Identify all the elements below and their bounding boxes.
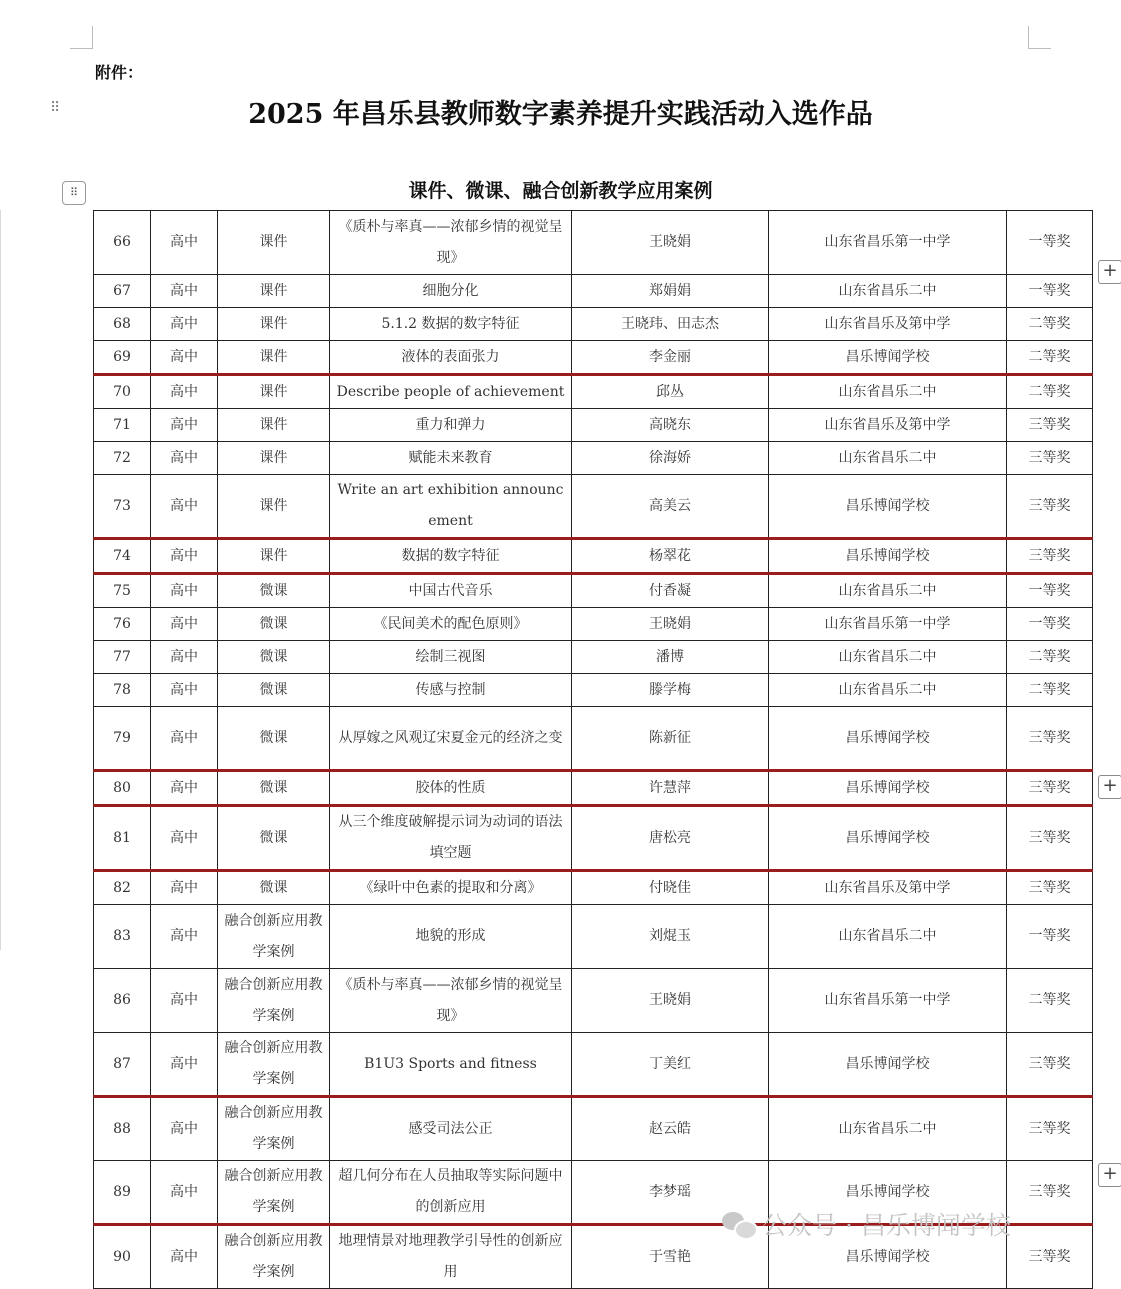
cell-award: 一等奖 <box>1007 608 1093 641</box>
cell-author: 高晓东 <box>572 409 769 442</box>
cell-work-title: 《质朴与率真——浓郁乡情的视觉呈现》 <box>330 969 572 1033</box>
table-row <box>94 409 1093 442</box>
cell-level: 高中 <box>151 1033 218 1097</box>
table-subtitle: 课件、微课、融合创新教学应用案例 <box>408 180 713 202</box>
table-move-icon[interactable]: ⠿ <box>62 181 86 205</box>
cell-author: 唐松亮 <box>572 806 769 871</box>
cell-level: 高中 <box>151 308 218 341</box>
cell-category: 课件 <box>218 275 330 308</box>
cell-work-title: 传感与控制 <box>330 674 572 707</box>
cell-work-title: 液体的表面张力 <box>330 341 572 375</box>
cell-author: 丁美红 <box>572 1033 769 1097</box>
cell-school: 山东省昌乐二中 <box>769 442 1007 475</box>
cell-award: 三等奖 <box>1007 442 1093 475</box>
cell-award: 二等奖 <box>1007 308 1093 341</box>
add-row-icon[interactable]: + <box>1098 1163 1121 1187</box>
cell-category: 课件 <box>218 341 330 375</box>
cell-school: 昌乐博闻学校 <box>769 539 1007 574</box>
cell-number: 79 <box>94 707 151 771</box>
cell-level: 高中 <box>151 641 218 674</box>
cell-level: 高中 <box>151 475 218 539</box>
document-title: 2025 年昌乐县教师数字素养提升实践活动入选作品 <box>248 99 873 130</box>
cell-award: 三等奖 <box>1007 806 1093 871</box>
cell-category: 课件 <box>218 308 330 341</box>
cell-work-title: Write an art exhibition announcement <box>330 475 572 539</box>
table-row <box>94 475 1093 539</box>
cell-award: 三等奖 <box>1007 1225 1093 1289</box>
cell-author: 李金丽 <box>572 341 769 375</box>
cell-level: 高中 <box>151 574 218 608</box>
cell-author: 王晓娟 <box>572 969 769 1033</box>
table-row <box>94 442 1093 475</box>
cell-level: 高中 <box>151 806 218 871</box>
cell-number: 78 <box>94 674 151 707</box>
cell-number: 76 <box>94 608 151 641</box>
cell-category: 融合创新应用教学案例 <box>218 1097 330 1161</box>
cell-school: 昌乐博闻学校 <box>769 707 1007 771</box>
cell-work-title: B1U3 Sports and fitness <box>330 1033 572 1097</box>
cell-work-title: 《质朴与率真——浓郁乡情的视觉呈现》 <box>330 211 572 275</box>
cell-school: 山东省昌乐二中 <box>769 574 1007 608</box>
awards-table <box>93 210 1093 1289</box>
cell-school: 山东省昌乐及第中学 <box>769 409 1007 442</box>
cell-work-title: 感受司法公正 <box>330 1097 572 1161</box>
cell-work-title: 中国古代音乐 <box>330 574 572 608</box>
cell-category: 融合创新应用教学案例 <box>218 1033 330 1097</box>
cell-level: 高中 <box>151 608 218 641</box>
cell-author: 付香凝 <box>572 574 769 608</box>
attachment-label: 附件： <box>95 63 144 82</box>
cell-school: 山东省昌乐第一中学 <box>769 608 1007 641</box>
wechat-icon <box>722 1210 756 1238</box>
table-row <box>94 905 1093 969</box>
cell-award: 三等奖 <box>1007 1161 1093 1225</box>
cell-author: 许慧萍 <box>572 771 769 806</box>
cell-author: 李梦瑶 <box>572 1161 769 1225</box>
cell-award: 三等奖 <box>1007 475 1093 539</box>
cell-award: 三等奖 <box>1007 707 1093 771</box>
cell-category: 课件 <box>218 475 330 539</box>
cell-author: 王晓娟 <box>572 608 769 641</box>
cell-number: 80 <box>94 771 151 806</box>
cell-number: 67 <box>94 275 151 308</box>
table-row <box>94 275 1093 308</box>
cell-level: 高中 <box>151 1097 218 1161</box>
cell-school: 昌乐博闻学校 <box>769 475 1007 539</box>
drag-handle-icon[interactable]: ⠿ <box>50 100 59 116</box>
table-row <box>94 969 1093 1033</box>
cell-category: 课件 <box>218 211 330 275</box>
cell-level: 高中 <box>151 905 218 969</box>
cell-number: 88 <box>94 1097 151 1161</box>
cell-school: 山东省昌乐第一中学 <box>769 211 1007 275</box>
cell-level: 高中 <box>151 211 218 275</box>
cell-award: 二等奖 <box>1007 674 1093 707</box>
cell-number: 86 <box>94 969 151 1033</box>
cell-level: 高中 <box>151 341 218 375</box>
cell-school: 昌乐博闻学校 <box>769 1033 1007 1097</box>
cell-school: 山东省昌乐二中 <box>769 674 1007 707</box>
cell-category: 微课 <box>218 707 330 771</box>
cell-award: 三等奖 <box>1007 539 1093 574</box>
cell-school: 昌乐博闻学校 <box>769 1161 1007 1225</box>
cell-author: 王晓娟 <box>572 211 769 275</box>
cell-level: 高中 <box>151 771 218 806</box>
cell-award: 一等奖 <box>1007 211 1093 275</box>
cell-category: 融合创新应用教学案例 <box>218 1161 330 1225</box>
cell-number: 90 <box>94 1225 151 1289</box>
cell-school: 昌乐博闻学校 <box>769 771 1007 806</box>
cell-level: 高中 <box>151 539 218 574</box>
page-edge <box>0 210 1 950</box>
cell-number: 71 <box>94 409 151 442</box>
table-row <box>94 608 1093 641</box>
table-row <box>94 641 1093 674</box>
cell-category: 融合创新应用教学案例 <box>218 1225 330 1289</box>
table-row <box>94 771 1093 806</box>
cell-level: 高中 <box>151 707 218 771</box>
cell-category: 微课 <box>218 806 330 871</box>
cell-work-title: 赋能未来教育 <box>330 442 572 475</box>
table-row <box>94 1033 1093 1097</box>
page-corner-mark <box>1028 26 1051 49</box>
cell-work-title: 数据的数字特征 <box>330 539 572 574</box>
cell-work-title: 《绿叶中色素的提取和分离》 <box>330 871 572 905</box>
cell-category: 微课 <box>218 574 330 608</box>
cell-work-title: 胶体的性质 <box>330 771 572 806</box>
cell-work-title: 绘制三视图 <box>330 641 572 674</box>
cell-author: 赵云皓 <box>572 1097 769 1161</box>
cell-school: 山东省昌乐二中 <box>769 905 1007 969</box>
add-row-icon[interactable]: + <box>1098 260 1121 284</box>
cell-award: 二等奖 <box>1007 341 1093 375</box>
cell-number: 69 <box>94 341 151 375</box>
cell-number: 83 <box>94 905 151 969</box>
cell-work-title: 5.1.2 数据的数字特征 <box>330 308 572 341</box>
cell-school: 山东省昌乐及第中学 <box>769 308 1007 341</box>
cell-level: 高中 <box>151 375 218 409</box>
cell-award: 三等奖 <box>1007 409 1093 442</box>
table-row <box>94 375 1093 409</box>
cell-number: 81 <box>94 806 151 871</box>
cell-author: 陈新征 <box>572 707 769 771</box>
cell-author: 刘焜玉 <box>572 905 769 969</box>
cell-author: 郑娟娟 <box>572 275 769 308</box>
cell-school: 昌乐博闻学校 <box>769 341 1007 375</box>
cell-number: 74 <box>94 539 151 574</box>
cell-number: 82 <box>94 871 151 905</box>
cell-award: 一等奖 <box>1007 574 1093 608</box>
cell-author: 付晓佳 <box>572 871 769 905</box>
cell-award: 三等奖 <box>1007 771 1093 806</box>
cell-category: 微课 <box>218 608 330 641</box>
cell-category: 融合创新应用教学案例 <box>218 905 330 969</box>
cell-category: 微课 <box>218 674 330 707</box>
cell-level: 高中 <box>151 1225 218 1289</box>
cell-number: 77 <box>94 641 151 674</box>
cell-award: 三等奖 <box>1007 871 1093 905</box>
table-row <box>94 574 1093 608</box>
table-row <box>94 341 1093 375</box>
cell-award: 三等奖 <box>1007 1097 1093 1161</box>
cell-number: 66 <box>94 211 151 275</box>
cell-award: 一等奖 <box>1007 275 1093 308</box>
watermark <box>722 1206 1011 1242</box>
cell-level: 高中 <box>151 871 218 905</box>
cell-level: 高中 <box>151 409 218 442</box>
cell-level: 高中 <box>151 674 218 707</box>
cell-work-title: Describe people of achievement <box>330 375 572 409</box>
table-row <box>94 308 1093 341</box>
cell-school: 山东省昌乐二中 <box>769 1097 1007 1161</box>
cell-award: 一等奖 <box>1007 905 1093 969</box>
table-row <box>94 806 1093 871</box>
cell-work-title: 重力和弹力 <box>330 409 572 442</box>
cell-level: 高中 <box>151 969 218 1033</box>
table-row <box>94 871 1093 905</box>
cell-work-title: 从厚嫁之风观辽宋夏金元的经济之变 <box>330 707 572 771</box>
table-row <box>94 674 1093 707</box>
cell-level: 高中 <box>151 442 218 475</box>
cell-award: 二等奖 <box>1007 969 1093 1033</box>
cell-school: 山东省昌乐二中 <box>769 641 1007 674</box>
table-row <box>94 707 1093 771</box>
cell-author: 王晓玮、田志杰 <box>572 308 769 341</box>
cell-work-title: 《民间美术的配色原则》 <box>330 608 572 641</box>
cell-category: 课件 <box>218 539 330 574</box>
cell-author: 潘博 <box>572 641 769 674</box>
cell-school: 山东省昌乐二中 <box>769 275 1007 308</box>
cell-school: 山东省昌乐及第中学 <box>769 871 1007 905</box>
cell-category: 微课 <box>218 871 330 905</box>
cell-category: 课件 <box>218 409 330 442</box>
table-row <box>94 211 1093 275</box>
cell-number: 68 <box>94 308 151 341</box>
cell-category: 微课 <box>218 771 330 806</box>
cell-number: 70 <box>94 375 151 409</box>
cell-number: 72 <box>94 442 151 475</box>
watermark-text: 公众号 · 昌乐博闻学校 <box>762 1211 1011 1240</box>
table-row <box>94 1097 1093 1161</box>
cell-school: 昌乐博闻学校 <box>769 806 1007 871</box>
add-row-icon[interactable]: + <box>1098 775 1121 799</box>
cell-school: 昌乐博闻学校 <box>769 1225 1007 1289</box>
cell-award: 二等奖 <box>1007 641 1093 674</box>
table-row <box>94 539 1093 574</box>
cell-school: 山东省昌乐第一中学 <box>769 969 1007 1033</box>
cell-category: 融合创新应用教学案例 <box>218 969 330 1033</box>
cell-category: 课件 <box>218 375 330 409</box>
cell-author: 邱丛 <box>572 375 769 409</box>
cell-author: 于雪艳 <box>572 1225 769 1289</box>
cell-work-title: 细胞分化 <box>330 275 572 308</box>
cell-work-title: 地理情景对地理教学引导性的创新应用 <box>330 1225 572 1289</box>
cell-level: 高中 <box>151 275 218 308</box>
cell-school: 山东省昌乐二中 <box>769 375 1007 409</box>
cell-level: 高中 <box>151 1161 218 1225</box>
cell-author: 滕学梅 <box>572 674 769 707</box>
cell-number: 89 <box>94 1161 151 1225</box>
cell-number: 75 <box>94 574 151 608</box>
cell-award: 二等奖 <box>1007 375 1093 409</box>
cell-award: 三等奖 <box>1007 1033 1093 1097</box>
cell-number: 73 <box>94 475 151 539</box>
page-corner-mark <box>70 26 93 49</box>
cell-author: 高美云 <box>572 475 769 539</box>
cell-category: 微课 <box>218 641 330 674</box>
cell-work-title: 地貌的形成 <box>330 905 572 969</box>
cell-number: 87 <box>94 1033 151 1097</box>
cell-category: 课件 <box>218 442 330 475</box>
cell-work-title: 超几何分布在人员抽取等实际问题中的创新应用 <box>330 1161 572 1225</box>
cell-author: 徐海娇 <box>572 442 769 475</box>
cell-work-title: 从三个维度破解提示词为动词的语法填空题 <box>330 806 572 871</box>
cell-author: 杨翠花 <box>572 539 769 574</box>
